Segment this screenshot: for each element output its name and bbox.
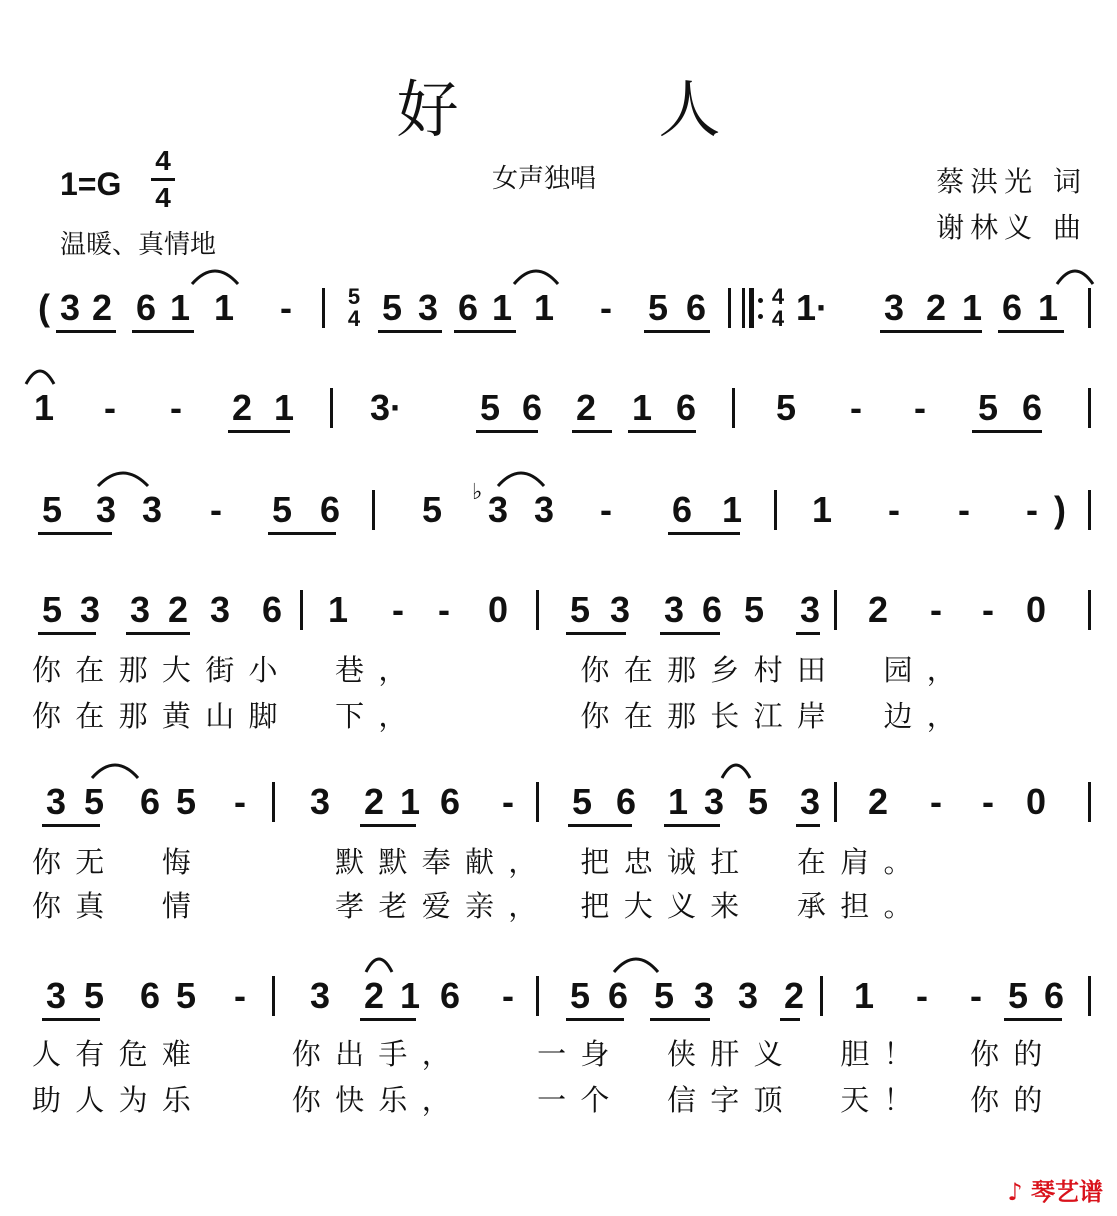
lyricist-credit: 蔡洪光 词 xyxy=(936,165,1087,198)
slur-curve xyxy=(498,473,544,486)
note: 0 xyxy=(1025,781,1047,822)
note: 6 xyxy=(139,975,161,1016)
note: 1 xyxy=(399,975,421,1016)
beam-underline xyxy=(568,824,632,827)
beam-underline xyxy=(132,330,194,333)
note: 5 xyxy=(569,589,591,630)
dash: - xyxy=(958,489,970,530)
beam-underline xyxy=(780,1018,800,1021)
lyric-line: 你真 情 孝老爱亲， 把大义来 承担。 xyxy=(32,889,927,923)
note: 1 xyxy=(213,287,235,328)
lyric-line: 你在那黄山脚 下， 你在那长江岸 边， xyxy=(32,699,971,733)
bracket: ( xyxy=(38,287,50,328)
time-signature xyxy=(150,144,176,215)
beam-underline xyxy=(998,330,1064,333)
watermark-text: 琴艺谱 xyxy=(1031,1178,1103,1206)
note: 1· xyxy=(796,287,829,328)
note: 6 xyxy=(685,287,707,328)
composer-credit: 谢林义 曲 xyxy=(936,211,1087,244)
barline xyxy=(728,288,731,328)
dash: - xyxy=(600,489,612,530)
dash: - xyxy=(888,489,900,530)
note: 3 xyxy=(693,975,715,1016)
barline xyxy=(1088,782,1091,822)
note: 2 xyxy=(867,589,889,630)
repeat-start-barline xyxy=(749,288,754,328)
slur xyxy=(24,364,56,386)
dash: - xyxy=(930,781,942,822)
slur xyxy=(96,466,150,488)
note: 2 xyxy=(167,589,189,630)
slur xyxy=(190,264,240,286)
slur xyxy=(496,466,546,488)
beam-underline xyxy=(42,824,100,827)
beam-underline xyxy=(476,430,538,433)
note: 3 xyxy=(79,589,101,630)
beam-underline xyxy=(566,632,626,635)
beam-underline xyxy=(566,1018,624,1021)
beam-underline xyxy=(454,330,516,333)
notation-row xyxy=(0,480,1117,578)
beam-underline xyxy=(650,1018,710,1021)
note: 1 xyxy=(631,387,653,428)
dash: - xyxy=(930,589,942,630)
dash: - xyxy=(600,287,612,328)
note: 3 xyxy=(533,489,555,530)
barline xyxy=(330,388,333,428)
slur xyxy=(612,952,660,974)
slur xyxy=(512,264,560,286)
note: 5 xyxy=(775,387,797,428)
note: 3 xyxy=(45,975,67,1016)
time-signature-bottom: 4 xyxy=(155,182,171,213)
note: 3 xyxy=(129,589,151,630)
note: 5 xyxy=(421,489,443,530)
note: 1 xyxy=(533,287,555,328)
dash: - xyxy=(392,589,404,630)
note: 3 xyxy=(799,589,821,630)
note: 1 xyxy=(667,781,689,822)
barline xyxy=(732,388,735,428)
note: 5 xyxy=(83,975,105,1016)
note: 2 xyxy=(363,975,385,1016)
note: 6 xyxy=(139,781,161,822)
note: 6 xyxy=(439,975,461,1016)
dash: - xyxy=(1026,489,1038,530)
beam-underline xyxy=(56,330,116,333)
slur xyxy=(720,758,752,780)
barline xyxy=(774,490,777,530)
note: 6 xyxy=(675,387,697,428)
lyric-line: 你无 悔 默默奉献， 把忠诚扛 在肩。 xyxy=(32,845,927,879)
beam-underline xyxy=(268,532,336,535)
beam-underline xyxy=(668,532,740,535)
barline xyxy=(1088,590,1091,630)
note: 2 xyxy=(91,287,113,328)
watermark-icon: ♪ xyxy=(1007,1178,1023,1206)
note: 6 xyxy=(1043,975,1065,1016)
note: 1 xyxy=(169,287,191,328)
dash: - xyxy=(502,975,514,1016)
note: 1 xyxy=(721,489,743,530)
dash: - xyxy=(970,975,982,1016)
note: 6 xyxy=(457,287,479,328)
dash: - xyxy=(170,387,182,428)
note: 6 xyxy=(439,781,461,822)
note: 1 xyxy=(853,975,875,1016)
note: 2 xyxy=(363,781,385,822)
beam-underline xyxy=(360,1018,416,1021)
barline xyxy=(272,782,275,822)
note: 5 xyxy=(647,287,669,328)
note: 3 xyxy=(609,589,631,630)
note: 5 xyxy=(1007,975,1029,1016)
note: 5 xyxy=(977,387,999,428)
beam-underline xyxy=(38,532,112,535)
note: 1 xyxy=(811,489,833,530)
slur-curve xyxy=(614,959,658,972)
beam-underline xyxy=(228,430,290,433)
note: 6 xyxy=(261,589,283,630)
note: 5 xyxy=(743,589,765,630)
beam-underline xyxy=(628,430,696,433)
slur-curve xyxy=(92,765,138,778)
note: 5 xyxy=(175,975,197,1016)
beam-underline xyxy=(922,330,982,333)
beam-underline xyxy=(796,824,820,827)
slur-curve xyxy=(366,959,392,972)
note: 6 xyxy=(1001,287,1023,328)
note: 3 xyxy=(737,975,759,1016)
note: 5 xyxy=(479,387,501,428)
repeat-start-barline xyxy=(742,288,745,328)
note: 5 xyxy=(271,489,293,530)
note: 2 xyxy=(231,387,253,428)
note: 6 xyxy=(135,287,157,328)
slur xyxy=(90,758,140,780)
note: 6 xyxy=(319,489,341,530)
note: 3 xyxy=(309,975,331,1016)
note: 5 xyxy=(653,975,675,1016)
beam-underline xyxy=(1004,1018,1062,1021)
note: 2 xyxy=(867,781,889,822)
notation-row xyxy=(0,286,1117,376)
lyric-line: 助人为乐 你快乐， 一个 信字顶 天！ 你的 xyxy=(32,1083,1057,1117)
beam-underline xyxy=(42,1018,100,1021)
note: 0 xyxy=(1025,589,1047,630)
slur-curve xyxy=(514,271,558,284)
dash: - xyxy=(104,387,116,428)
slur xyxy=(1055,264,1095,286)
dash: - xyxy=(982,589,994,630)
song-title: 好 人 xyxy=(396,73,811,146)
beam-underline xyxy=(378,330,442,333)
note: 6 xyxy=(1021,387,1043,428)
beam-underline xyxy=(972,430,1042,433)
beam-underline xyxy=(660,632,720,635)
barline xyxy=(272,976,275,1016)
dash: - xyxy=(210,489,222,530)
slur xyxy=(364,952,394,974)
voice-type: 女声独唱 xyxy=(492,164,597,194)
note: 5 xyxy=(569,975,591,1016)
note: 0 xyxy=(487,589,509,630)
beam-underline xyxy=(360,824,416,827)
bracket: ) xyxy=(1054,489,1066,530)
dash: - xyxy=(280,287,292,328)
dash: - xyxy=(234,781,246,822)
note: 1 xyxy=(1037,287,1059,328)
beam-underline xyxy=(664,824,720,827)
repeat-dot xyxy=(758,314,763,319)
note: 6 xyxy=(671,489,693,530)
note: 1 xyxy=(327,589,349,630)
beam-underline xyxy=(38,632,96,635)
note: 2 xyxy=(925,287,947,328)
note: 5 xyxy=(571,781,593,822)
slur-curve xyxy=(26,371,54,384)
barline xyxy=(372,490,375,530)
beam-underline xyxy=(572,430,612,433)
note: 1 xyxy=(491,287,513,328)
barline xyxy=(536,976,539,1016)
slur-curve xyxy=(98,473,148,486)
note: 5 xyxy=(41,589,63,630)
time-signature-top: 4 xyxy=(155,145,171,176)
note: 2 xyxy=(575,387,597,428)
repeat-dot xyxy=(758,298,763,303)
barline xyxy=(834,782,837,822)
note: 5 xyxy=(175,781,197,822)
time-signature-bar xyxy=(151,178,175,181)
note: 3· xyxy=(370,387,403,428)
time-signature-change: 5 4 xyxy=(347,284,361,331)
tempo-marking: 温暖、真情地 xyxy=(60,230,217,260)
dash: - xyxy=(502,781,514,822)
note: 3 xyxy=(883,287,905,328)
dash: - xyxy=(914,387,926,428)
note: 3 xyxy=(95,489,117,530)
barline xyxy=(820,976,823,1016)
note: 6 xyxy=(521,387,543,428)
barline xyxy=(1088,388,1091,428)
note: 3 xyxy=(309,781,331,822)
barline xyxy=(536,590,539,630)
key-signature: 1=G xyxy=(60,166,122,202)
note: 3 xyxy=(799,781,821,822)
dash: - xyxy=(916,975,928,1016)
lyric-line: 人有危难 你出手， 一身 侠肝义 胆！ 你的 xyxy=(32,1037,1057,1071)
barline xyxy=(834,590,837,630)
note: 3 xyxy=(703,781,725,822)
slur-curve xyxy=(1057,271,1093,284)
note: 3 xyxy=(141,489,163,530)
note: 1 xyxy=(961,287,983,328)
dash: - xyxy=(234,975,246,1016)
flat-sign: ♭ xyxy=(472,480,483,505)
note: 5 xyxy=(747,781,769,822)
watermark-logo xyxy=(1007,1172,1103,1207)
beam-underline xyxy=(126,632,190,635)
note: 6 xyxy=(615,781,637,822)
slur-curve xyxy=(722,765,750,778)
note: 3 xyxy=(209,589,231,630)
beam-underline xyxy=(796,632,820,635)
barline xyxy=(536,782,539,822)
barline xyxy=(300,590,303,630)
barline xyxy=(322,288,325,328)
note: 3 xyxy=(59,287,81,328)
note: 6 xyxy=(607,975,629,1016)
note: 3 xyxy=(45,781,67,822)
note: 5 xyxy=(381,287,403,328)
note: 5 xyxy=(41,489,63,530)
note: 1 xyxy=(399,781,421,822)
beam-underline xyxy=(644,330,710,333)
note: 3 xyxy=(663,589,685,630)
dash: - xyxy=(438,589,450,630)
note: 3 xyxy=(417,287,439,328)
barline xyxy=(1088,490,1091,530)
note: 3 xyxy=(487,489,509,530)
note: 1 xyxy=(33,387,55,428)
dash: - xyxy=(982,781,994,822)
slur-curve xyxy=(192,271,238,284)
note: 1 xyxy=(273,387,295,428)
barline xyxy=(1088,288,1091,328)
dash: - xyxy=(850,387,862,428)
note: 2 xyxy=(783,975,805,1016)
barline xyxy=(1088,976,1091,1016)
notation-row xyxy=(0,386,1117,476)
time-signature-change: 4 4 xyxy=(771,284,785,331)
note: 5 xyxy=(83,781,105,822)
lyric-line: 你在那大街小 巷， 你在那乡村田 园， xyxy=(32,653,971,687)
note: 6 xyxy=(701,589,723,630)
